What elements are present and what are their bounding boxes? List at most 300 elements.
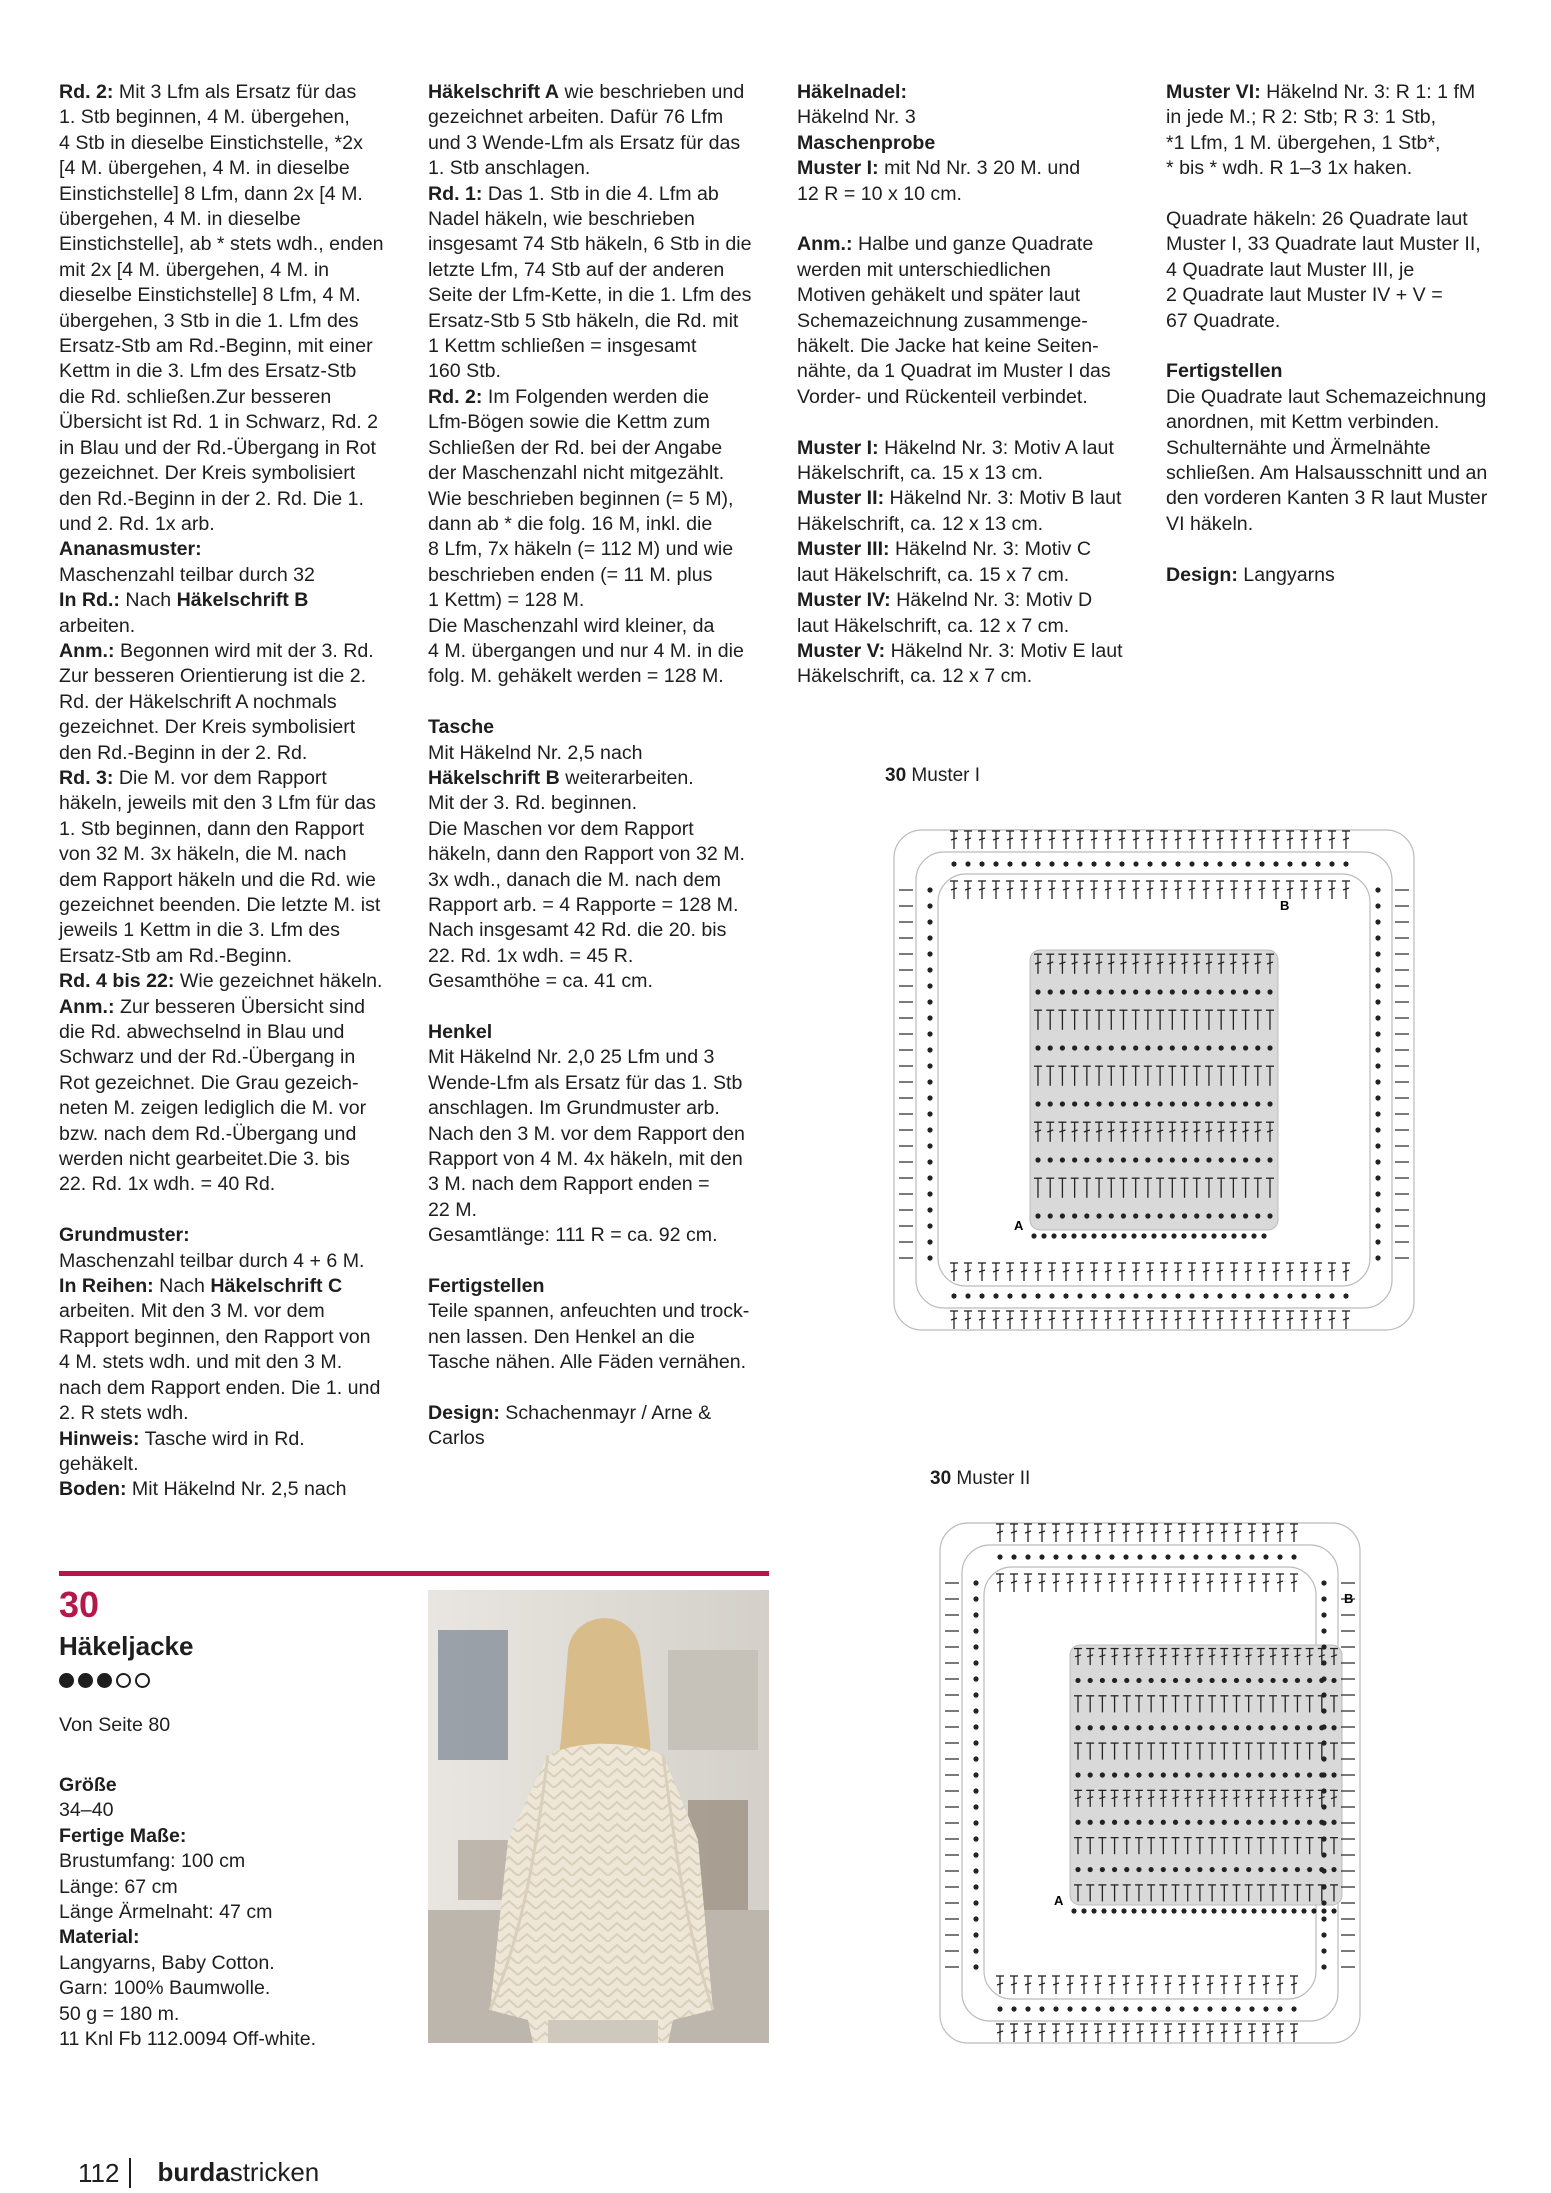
text-run: 1. Stb beginnen, dann den Rapport bbox=[59, 817, 365, 840]
chain-dot bbox=[1375, 1063, 1380, 1068]
chain-dot bbox=[1375, 1095, 1380, 1100]
text-line bbox=[428, 1147, 773, 1172]
chain-dot bbox=[1133, 1101, 1138, 1106]
section-rule bbox=[59, 1571, 769, 1576]
chain-dot bbox=[1141, 1908, 1146, 1913]
chain-dot bbox=[1075, 1725, 1080, 1730]
chain-dot bbox=[1221, 1233, 1226, 1238]
text-line bbox=[428, 842, 773, 867]
text-line bbox=[59, 1925, 419, 1950]
text-run: 1 Kettm schließen = insgesamt bbox=[428, 335, 697, 358]
text-line bbox=[59, 791, 404, 816]
chain-dot bbox=[1219, 989, 1224, 994]
text-run: 22 M. bbox=[428, 1198, 478, 1221]
text-line bbox=[428, 1325, 773, 1350]
chain-dot bbox=[1149, 1820, 1154, 1825]
text-line bbox=[59, 741, 404, 766]
chain-dot bbox=[1067, 2006, 1072, 2011]
chain-dot bbox=[1295, 1678, 1300, 1683]
diagram-label: Muster II bbox=[951, 1468, 1031, 1489]
text-line bbox=[797, 80, 1142, 105]
brand-bold: burda bbox=[157, 2157, 230, 2187]
text-line bbox=[59, 1477, 404, 1502]
text-run: Im Folgenden werden die bbox=[482, 385, 709, 408]
brand-logo bbox=[157, 2157, 319, 2188]
from-page-ref: Von Seite 80 bbox=[59, 1714, 171, 1736]
chain-dot bbox=[1243, 989, 1248, 994]
text-run: gezeichnet. Der Kreis symbolisiert bbox=[59, 716, 356, 739]
text-line bbox=[59, 1096, 404, 1121]
text-line bbox=[59, 2027, 419, 2052]
chain-dot bbox=[1096, 1157, 1101, 1162]
product-photo bbox=[428, 1590, 769, 2043]
text-line bbox=[59, 1452, 404, 1477]
chain-dot bbox=[1321, 1772, 1326, 1777]
text-run: jeweils 1 Kettm in die 3. Lfm des bbox=[59, 919, 340, 942]
chain-dot bbox=[1197, 1867, 1202, 1872]
chain-dot bbox=[1096, 1213, 1101, 1218]
text-line bbox=[428, 436, 773, 461]
text-run: 160 Stb. bbox=[428, 360, 501, 383]
text-line bbox=[59, 258, 404, 283]
text-line bbox=[1166, 537, 1511, 562]
text-line bbox=[59, 105, 404, 130]
chain-dot bbox=[1193, 2006, 1198, 2011]
bold-label: Muster III: bbox=[797, 538, 890, 561]
chain-dot bbox=[1321, 1756, 1326, 1761]
text-line bbox=[59, 182, 404, 207]
chain-dot bbox=[1185, 1867, 1190, 1872]
chain-dot bbox=[1246, 1820, 1251, 1825]
chain-dot bbox=[1301, 861, 1306, 866]
chain-dot bbox=[1375, 1031, 1380, 1036]
text-line bbox=[59, 1020, 404, 1045]
chain-dot bbox=[1112, 1725, 1117, 1730]
chain-dot bbox=[1375, 1223, 1380, 1228]
text-run: Die Quadrate laut Schemazeichnung bbox=[1166, 385, 1487, 408]
chain-dot bbox=[965, 861, 970, 866]
chain-dot bbox=[927, 1207, 932, 1212]
chain-dot bbox=[1109, 989, 1114, 994]
chain-dot bbox=[1147, 861, 1152, 866]
chain-dot bbox=[1121, 989, 1126, 994]
text-run: übergehen, 4 M. in dieselbe bbox=[59, 208, 301, 231]
text-run: Häkelnd Nr. 3: Motiv B laut bbox=[884, 487, 1122, 510]
chain-dot bbox=[1101, 1908, 1106, 1913]
text-line bbox=[59, 766, 404, 791]
chain-dot bbox=[1072, 1045, 1077, 1050]
text-run: mit 2x [4 M. übergehen, 4 M. in bbox=[59, 258, 330, 281]
chain-dot bbox=[1035, 1157, 1040, 1162]
text-run: arbeiten. bbox=[59, 614, 136, 637]
chain-dot bbox=[1048, 1213, 1053, 1218]
chain-dot bbox=[1197, 1820, 1202, 1825]
text-line bbox=[797, 512, 1142, 537]
page-footer bbox=[78, 2157, 319, 2188]
chain-dot bbox=[1255, 1045, 1260, 1050]
bold-label: Anm.: bbox=[797, 233, 853, 256]
chain-dot bbox=[1219, 1157, 1224, 1162]
chain-dot bbox=[1182, 989, 1187, 994]
chain-dot bbox=[1315, 861, 1320, 866]
text-run: Schemazeichnung zusammenge- bbox=[797, 309, 1088, 332]
chain-dot bbox=[951, 861, 956, 866]
text-line bbox=[797, 436, 1142, 461]
chain-dot bbox=[1255, 1101, 1260, 1106]
text-line bbox=[428, 1223, 773, 1248]
chain-dot bbox=[1291, 2006, 1296, 2011]
chain-dot bbox=[1321, 1852, 1326, 1857]
chain-dot bbox=[1209, 1772, 1214, 1777]
chain-dot bbox=[1145, 1213, 1150, 1218]
chain-dot bbox=[973, 1916, 978, 1921]
chain-dot bbox=[1105, 1293, 1110, 1298]
chain-dot bbox=[1343, 1293, 1348, 1298]
chain-dot bbox=[1149, 1678, 1154, 1683]
text-line bbox=[428, 461, 773, 486]
chain-dot bbox=[927, 919, 932, 924]
text-run: Die M. vor dem Rapport bbox=[113, 766, 327, 789]
brand-rest: stricken bbox=[229, 2157, 320, 2187]
text-run: Rot gezeichnet. Die Grau gezeich- bbox=[59, 1071, 359, 1094]
text-line bbox=[59, 232, 404, 257]
text-run: den Rd.-Beginn in der 2. Rd. Die 1. bbox=[59, 487, 364, 510]
text-line bbox=[59, 969, 404, 994]
chain-dot bbox=[1331, 1678, 1336, 1683]
chain-dot bbox=[1321, 1692, 1326, 1697]
chain-dot bbox=[1121, 1908, 1126, 1913]
chain-dot bbox=[1321, 1804, 1326, 1809]
chain-dot bbox=[1241, 1908, 1246, 1913]
chain-dot bbox=[1375, 887, 1380, 892]
text-line bbox=[1166, 461, 1511, 486]
text-run: 2. R stets wdh. bbox=[59, 1402, 189, 1425]
chain-dot bbox=[1133, 1045, 1138, 1050]
chain-dot bbox=[1124, 1867, 1129, 1872]
text-run: Häkelnd Nr. 3: Motiv C bbox=[889, 538, 1091, 561]
bold-label: Anm.: bbox=[59, 995, 115, 1018]
chain-dot bbox=[1331, 1908, 1336, 1913]
text-line bbox=[59, 1223, 404, 1248]
chain-dot bbox=[927, 1223, 932, 1228]
chain-dot bbox=[1291, 1908, 1296, 1913]
chain-dot bbox=[1321, 1900, 1326, 1905]
text-run: bzw. nach dem Rd.-Übergang und bbox=[59, 1122, 357, 1145]
text-line bbox=[428, 512, 773, 537]
text-line bbox=[59, 1045, 404, 1070]
text-line bbox=[1166, 486, 1511, 511]
text-run: Garn: 100% Baumwolle. bbox=[59, 1977, 271, 2000]
chain-dot bbox=[1158, 989, 1163, 994]
chain-dot bbox=[1234, 1678, 1239, 1683]
chain-dot bbox=[1041, 1233, 1046, 1238]
text-line bbox=[59, 1376, 404, 1401]
text-line bbox=[428, 80, 773, 105]
chain-dot bbox=[1071, 1233, 1076, 1238]
chain-dot bbox=[1181, 1908, 1186, 1913]
text-line bbox=[1166, 385, 1511, 410]
chain-dot bbox=[1133, 1213, 1138, 1218]
chain-dot bbox=[1095, 2006, 1100, 2011]
chain-dot bbox=[1179, 2006, 1184, 2011]
chain-dot bbox=[1112, 1820, 1117, 1825]
crochet-chart-muster-1 bbox=[878, 800, 1430, 1352]
text-run: Nach bbox=[119, 589, 177, 612]
text-line bbox=[797, 334, 1142, 359]
chain-dot bbox=[1173, 1772, 1178, 1777]
chain-dot bbox=[1219, 1045, 1224, 1050]
text-line bbox=[59, 563, 404, 588]
chain-dot bbox=[1081, 1233, 1086, 1238]
text-run: Langyarns bbox=[1237, 563, 1335, 586]
chain-dot bbox=[1175, 1293, 1180, 1298]
text-line bbox=[428, 995, 773, 1020]
text-line bbox=[59, 995, 404, 1020]
text-run: Zur besseren Übersicht sind bbox=[114, 995, 365, 1018]
chain-dot bbox=[1375, 967, 1380, 972]
text-run: neten M. zeigen lediglich die M. vor bbox=[59, 1097, 367, 1120]
chain-dot bbox=[1375, 1143, 1380, 1148]
chain-dot bbox=[927, 999, 932, 1004]
chain-dot bbox=[1206, 1101, 1211, 1106]
bold-label: Maschenprobe bbox=[797, 131, 936, 154]
chain-dot bbox=[1088, 1725, 1093, 1730]
text-run: 22. Rd. 1x wdh. = 45 R. bbox=[428, 944, 634, 967]
text-run: schließen. Am Halsausschnitt und an bbox=[1166, 462, 1488, 485]
chain-dot bbox=[927, 935, 932, 940]
diagram-number: 30 bbox=[930, 1468, 952, 1489]
text-line bbox=[59, 588, 404, 613]
chain-dot bbox=[1025, 2006, 1030, 2011]
text-run: häkeln, jeweils mit den 3 Lfm für das bbox=[59, 792, 376, 815]
chain-dot bbox=[1091, 1233, 1096, 1238]
text-line bbox=[428, 359, 773, 384]
bold-label: Muster II: bbox=[797, 487, 885, 510]
chain-dot bbox=[1149, 1867, 1154, 1872]
chain-dot bbox=[973, 1596, 978, 1601]
chain-dot bbox=[1048, 1157, 1053, 1162]
text-line bbox=[797, 486, 1142, 511]
chain-dot bbox=[1331, 1772, 1336, 1777]
chain-dot bbox=[1151, 2006, 1156, 2011]
chain-dot bbox=[1201, 1908, 1206, 1913]
chain-dot bbox=[1307, 1678, 1312, 1683]
text-run: 22. Rd. 1x wdh. = 40 Rd. bbox=[59, 1173, 276, 1196]
chain-dot bbox=[927, 1175, 932, 1180]
text-line bbox=[1166, 207, 1511, 232]
chain-dot bbox=[1270, 1725, 1275, 1730]
chain-dot bbox=[1375, 903, 1380, 908]
chain-dot bbox=[1375, 1207, 1380, 1212]
chain-dot bbox=[1088, 1867, 1093, 1872]
text-run: häkelt. Die Jacke hat keine Seiten- bbox=[797, 335, 1099, 358]
chain-dot bbox=[1375, 951, 1380, 956]
text-run: Ersatz-Stb am Rd.-Beginn, mit einer bbox=[59, 335, 373, 358]
chain-dot bbox=[1145, 1101, 1150, 1106]
chain-dot bbox=[1321, 1964, 1326, 1969]
chain-dot bbox=[1375, 1111, 1380, 1116]
chain-dot bbox=[1048, 989, 1053, 994]
chain-dot bbox=[1207, 2006, 1212, 2011]
chain-dot bbox=[1173, 1820, 1178, 1825]
chain-dot bbox=[1084, 1157, 1089, 1162]
chain-dot bbox=[1136, 1725, 1141, 1730]
chain-dot bbox=[1011, 2006, 1016, 2011]
chain-dot bbox=[1071, 1908, 1076, 1913]
chain-dot bbox=[1243, 1101, 1248, 1106]
bold-label: Häkelnadel: bbox=[797, 81, 907, 103]
text-run: Muster I, 33 Quadrate laut Muster II, bbox=[1166, 233, 1481, 256]
chain-dot bbox=[1287, 1293, 1292, 1298]
chain-dot bbox=[1375, 983, 1380, 988]
text-run: Rd. der Häkelschrift A nochmals bbox=[59, 690, 337, 713]
text-run: Schwarz und der Rd.-Übergang in bbox=[59, 1046, 356, 1069]
bold-label: In Rd.: bbox=[59, 589, 120, 612]
chain-dot bbox=[973, 1580, 978, 1585]
chain-dot bbox=[927, 1079, 932, 1084]
chain-dot bbox=[1193, 1554, 1198, 1559]
text-line bbox=[59, 1299, 404, 1324]
text-line bbox=[59, 436, 404, 461]
chain-dot bbox=[1194, 1101, 1199, 1106]
text-line bbox=[428, 893, 773, 918]
chain-dot bbox=[1234, 1772, 1239, 1777]
chain-dot bbox=[1035, 1213, 1040, 1218]
text-run: 1. Stb anschlagen. bbox=[428, 157, 591, 180]
text-run: und 2. Rd. 1x arb. bbox=[59, 512, 215, 535]
text-run: laut Häkelschrift, ca. 12 x 7 cm. bbox=[797, 614, 1070, 637]
bold-label: Häkelschrift A bbox=[428, 81, 560, 103]
chain-dot bbox=[1263, 2006, 1268, 2011]
text-run: Begonnen wird mit der 3. Rd. bbox=[114, 639, 374, 662]
text-line bbox=[797, 105, 1142, 130]
chain-dot bbox=[951, 1293, 956, 1298]
chain-dot bbox=[1301, 1293, 1306, 1298]
text-line bbox=[59, 614, 404, 639]
chain-dot bbox=[1375, 1191, 1380, 1196]
chain-dot bbox=[927, 1127, 932, 1132]
text-line bbox=[59, 1900, 419, 1925]
chain-dot bbox=[1246, 1678, 1251, 1683]
text-run: gehäkelt. bbox=[59, 1452, 139, 1475]
chain-dot bbox=[1072, 1213, 1077, 1218]
chain-dot bbox=[1053, 2006, 1058, 2011]
chain-dot bbox=[1211, 1908, 1216, 1913]
text-line bbox=[59, 385, 404, 410]
chain-dot bbox=[973, 1884, 978, 1889]
chain-dot bbox=[1171, 1233, 1176, 1238]
text-run: mit Nd Nr. 3 20 M. und bbox=[878, 157, 1081, 180]
chain-dot bbox=[1119, 861, 1124, 866]
bold-label: Fertige Maße: bbox=[59, 1824, 187, 1847]
chain-dot bbox=[1124, 1820, 1129, 1825]
chain-dot bbox=[1231, 1908, 1236, 1913]
text-line bbox=[797, 232, 1142, 257]
bold-label: Fertigstellen bbox=[1166, 360, 1283, 383]
text-run: 2 Quadrate laut Muster IV + V = bbox=[1166, 284, 1443, 307]
text-line bbox=[59, 359, 404, 384]
chain-dot bbox=[1185, 1820, 1190, 1825]
chain-dot bbox=[1261, 1908, 1266, 1913]
chain-dot bbox=[1088, 1678, 1093, 1683]
chain-dot bbox=[1241, 1233, 1246, 1238]
chain-dot bbox=[1185, 1772, 1190, 1777]
text-run: Seite der Lfm-Kette, in die 1. Lfm des bbox=[428, 284, 752, 307]
chain-dot bbox=[1329, 861, 1334, 866]
chain-dot bbox=[1267, 1045, 1272, 1050]
chain-dot bbox=[973, 1660, 978, 1665]
chain-dot bbox=[927, 903, 932, 908]
chain-dot bbox=[1151, 1908, 1156, 1913]
text-line bbox=[797, 156, 1142, 181]
text-run: gezeichnet. Der Kreis symbolisiert bbox=[59, 462, 356, 485]
text-run: Einstichstelle], ab * stets wdh., enden bbox=[59, 233, 384, 256]
text-run: häkeln, dann den Rapport von 32 M. bbox=[428, 843, 745, 866]
chain-dot bbox=[1206, 1157, 1211, 1162]
text-line bbox=[797, 537, 1142, 562]
text-line bbox=[428, 182, 773, 207]
text-line bbox=[428, 1426, 773, 1451]
text-column-4 bbox=[1166, 80, 1511, 588]
bold-label: Grundmuster: bbox=[59, 1224, 190, 1247]
text-line bbox=[59, 2002, 419, 2027]
project-number: 30 bbox=[59, 1584, 100, 1625]
chain-dot bbox=[1206, 1213, 1211, 1218]
text-run: wie beschrieben und bbox=[559, 81, 745, 103]
chain-dot bbox=[1137, 1554, 1142, 1559]
chain-dot bbox=[1295, 1820, 1300, 1825]
bold-label: Hinweis: bbox=[59, 1427, 140, 1450]
bold-label: Boden: bbox=[59, 1478, 127, 1501]
text-line bbox=[428, 537, 773, 562]
chain-dot bbox=[1077, 861, 1082, 866]
chain-dot bbox=[1209, 1867, 1214, 1872]
diagram-caption-muster-1 bbox=[885, 765, 980, 787]
text-run: Ersatz-Stb 5 Stb häkeln, die Rd. mit bbox=[428, 309, 739, 332]
chain-dot bbox=[1311, 1908, 1316, 1913]
text-line bbox=[1166, 232, 1511, 257]
chain-dot bbox=[1182, 1213, 1187, 1218]
text-run: Tasche wird in Rd. bbox=[139, 1427, 305, 1450]
chain-dot bbox=[1100, 1725, 1105, 1730]
text-line bbox=[428, 639, 773, 664]
chain-dot bbox=[1048, 1045, 1053, 1050]
chain-dot bbox=[1219, 1101, 1224, 1106]
text-line bbox=[428, 588, 773, 613]
text-run: Häkelnd Nr. 3: R 1: 1 fM bbox=[1260, 81, 1476, 103]
chain-dot bbox=[1131, 1233, 1136, 1238]
chart-center-fill bbox=[1070, 1645, 1342, 1905]
text-run: Maschenzahl teilbar durch 32 bbox=[59, 563, 315, 586]
chain-dot bbox=[1255, 1213, 1260, 1218]
chain-dot bbox=[1221, 1908, 1226, 1913]
chain-dot bbox=[1170, 1213, 1175, 1218]
text-line bbox=[428, 1401, 773, 1426]
text-line bbox=[428, 309, 773, 334]
text-line bbox=[59, 80, 404, 105]
diagram-number: 30 bbox=[885, 765, 907, 786]
bold-label: Rd. 1: bbox=[428, 182, 483, 205]
difficulty-dot-filled bbox=[78, 1673, 93, 1688]
chain-dot bbox=[1321, 1948, 1326, 1953]
chain-dot bbox=[927, 1111, 932, 1116]
chain-dot bbox=[1035, 861, 1040, 866]
chain-dot bbox=[1011, 1554, 1016, 1559]
chain-dot bbox=[1258, 1867, 1263, 1872]
chain-dot bbox=[1203, 1293, 1208, 1298]
text-line bbox=[428, 1096, 773, 1121]
chain-dot bbox=[1173, 1725, 1178, 1730]
